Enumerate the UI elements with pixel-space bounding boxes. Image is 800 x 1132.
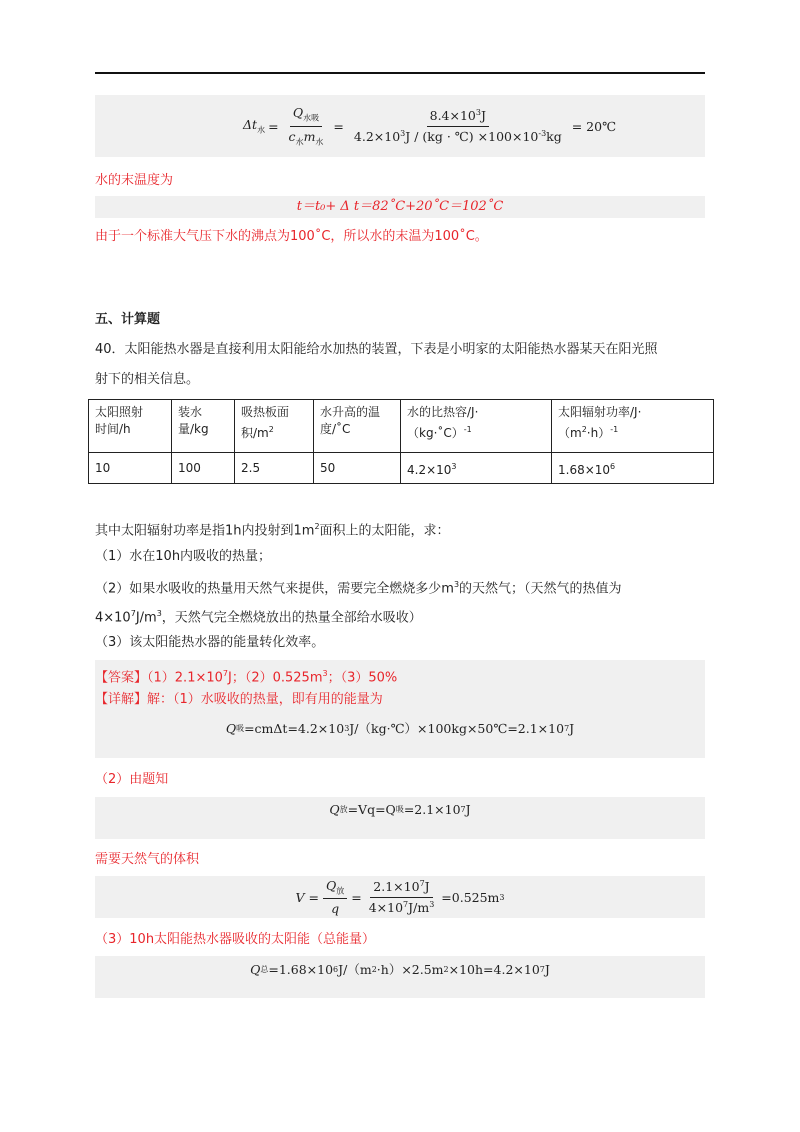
sub-question-2: （2）如果水吸收的热量用天然气来提供，需要完全燃烧多少$m^3$的天然气；（天然气的热值为 [95,580,622,597]
step-3-label: （3）10h太阳能热水器吸收的太阳能（总能量） [95,932,376,947]
data-cell: 2.5 [235,453,314,484]
header-cell: 水的比热容/J· （kg·˚C）$^{-1}$ [401,400,552,453]
data-cell: 10 [89,453,172,484]
data-cell: $1.68\times 10^6$ [552,453,714,484]
final-temp-label: 水的末温度为 [95,173,174,188]
header-cell: 吸热板面 积$/m^2$ [235,400,314,453]
header-rule [95,72,705,74]
formula-q-total: Q 总 =1.68×10 6 J/（m 2 ·h）×2.5m 2 ×10h=4.2×10 7 J [250,961,550,977]
sub-question-2-cont: $4\times 10^7J/m^3$，天然气完全燃烧放出的热量全部给水吸收） [95,609,422,626]
formula-q-absorbed: Q 吸 =cmΔt=4.2×10 3 J/（kg·℃）×100kg×50℃=2.1×10 7 J [225,720,575,736]
question-line-1: 40．太阳能热水器是直接利用太阳能给水加热的装置，下表是小明家的太阳能热水器某天在阳光照 [95,342,658,357]
volume-label: 需要天然气的体积 [95,852,200,867]
header-cell: 水升高的温 度/˚C [314,400,401,453]
section-title: 五、计算题 [95,312,161,327]
data-cell: 100 [172,453,235,484]
question-line-2: 射下的相关信息。 [95,372,200,387]
sub-question-1: （1）水在10h内吸收的热量； [95,549,272,564]
formula-delta-t: $\Delta t_水$ = $\frac{Q_{水吸}}{c_水m_水}$ = $\frac{8.4\times 10^3J}{4.2\times 10^3J / (kg \cdot ℃) \times 100\times 10^{-3}kg}$ = 20℃ [243,105,617,146]
answer-line: 【答案】$(1)2.1\times 10^7J$；$(2)0.525m^3$；（3）50% [95,669,398,686]
formula-q-released: Q 放 =Vq=Q 吸 =2.1×10 7 J [329,801,471,817]
note-line: 其中太阳辐射功率是指1h内投射到$1m^2$面积上的太阳能，求： [95,522,450,539]
header-cell: 装水 量/kg [172,400,235,453]
detail-line: 【详解】解：（1）水吸收的热量，即有用的能量为 [95,692,383,707]
header-cell: 太阳辐射功率/J· $(m^2\cdot h)^{-1}$ [552,400,714,453]
info-table [88,399,714,484]
data-cell: $4.2\times 10^3$ [401,453,552,484]
formula-final-temp: t＝t₀+ Δ t＝82˚C+20˚C＝102˚C [296,199,504,214]
step-2-label: （2）由题知 [95,772,169,787]
header-cell: 太阳照射 时间/h [89,400,172,453]
sub-question-3: （3）该太阳能热水器的能量转化效率。 [95,635,325,650]
data-cell: 50 [314,453,401,484]
boiling-note: 由于一个标准大气压下水的沸点为100˚C，所以水的末温为100˚C。 [95,229,488,244]
formula-volume: V = $\frac{Q_放}{q}$ = $\frac{2.1\times 10^7J}{4\times 10^7J/m^3}$ =0.525m 3 [295,877,505,917]
